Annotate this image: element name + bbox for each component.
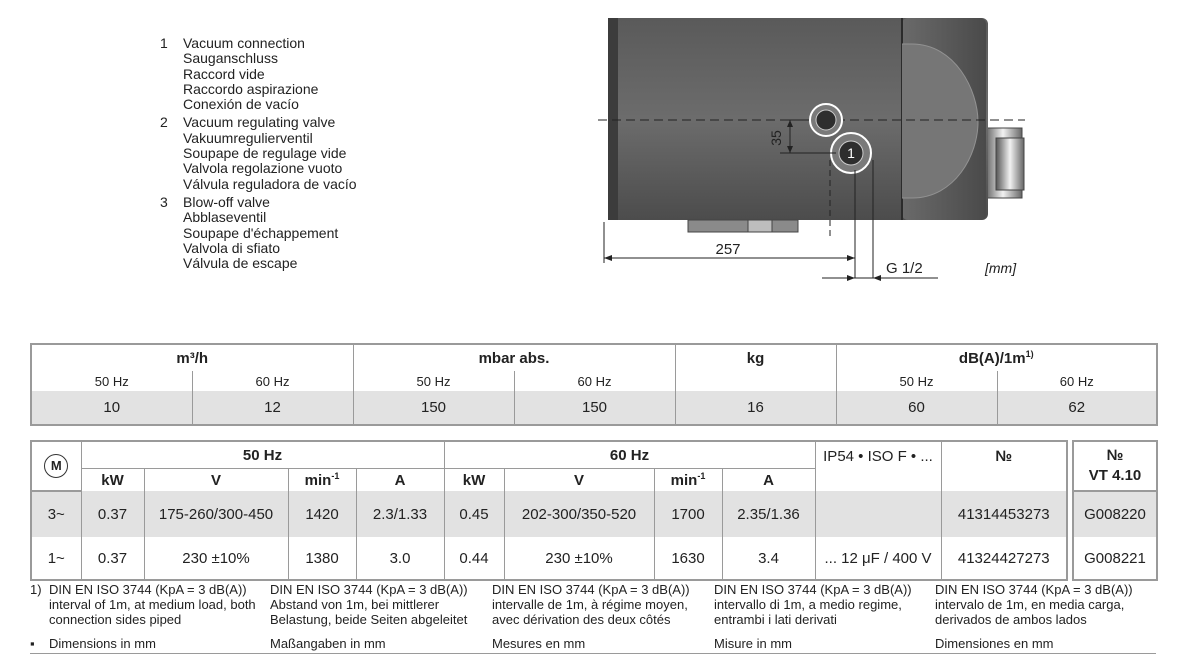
legend-number: 1 <box>160 35 168 51</box>
col-kw-60: kW <box>444 469 504 492</box>
legend-number: 2 <box>160 114 168 131</box>
thread-label: G 1/2 <box>886 260 923 277</box>
voltage-60-cell: 230 ±10% <box>504 537 654 580</box>
dimensions-fr: Mesures en mm <box>492 636 586 651</box>
unit-label: [mm] <box>985 260 1017 276</box>
dimensions-de: Maßangaben in mm <box>270 636 386 651</box>
col-kw-50: kW <box>81 469 144 492</box>
footnote-marker: 1) <box>30 582 42 597</box>
legend-text: Valvola regolazione vuoto <box>183 160 343 177</box>
rpm-60-cell: 1630 <box>654 537 722 580</box>
col-voltage-60: V <box>504 469 654 492</box>
legend-text: Raccord vide <box>183 65 265 82</box>
phase-cell: 3~ <box>31 491 81 537</box>
kw-60-cell: 0.44 <box>444 537 504 580</box>
footnote-fr: DIN EN ISO 3744 (KpA = 3 dB(A)) intervalle de 1m, à régime moyen, avec dérivation des deux côtés <box>492 582 690 627</box>
freq-label: 60 Hz <box>192 371 353 391</box>
footnote-ref: 1) <box>1025 349 1034 359</box>
legend-text: Soupape de regulage vide <box>183 145 347 162</box>
freq-label: 60 Hz <box>997 371 1157 391</box>
table-row <box>31 491 1157 537</box>
legend-text: Soupape d'échappement <box>183 224 339 241</box>
col-rpm-60: $\min^{-1}$ <box>654 469 722 492</box>
dimension-35-label: 35 <box>768 130 784 146</box>
dimensions-row <box>30 636 1156 654</box>
col-current-50: A <box>356 469 444 492</box>
capacitor-cell: ... 12 μF / 400 V <box>815 537 941 580</box>
freq-label: 50 Hz <box>94 373 129 389</box>
pressure-50hz-value: 150 <box>353 391 514 425</box>
noise-header: $dB(A)/1m^{1)}$ <box>836 344 1157 371</box>
legend-text: Raccordo aspirazione <box>183 80 319 97</box>
footnote-row <box>30 582 1156 627</box>
regulating-valve-port <box>810 104 842 136</box>
kw-50-cell: 0.37 <box>81 491 144 537</box>
footnotes <box>30 582 1156 654</box>
rpm-50-cell: 1420 <box>288 491 356 537</box>
legend-text: Vacuum regulating valve <box>183 114 336 131</box>
legend-text: Abblaseventil <box>183 209 267 226</box>
table-row <box>31 537 1157 580</box>
part-number-cell: 41314453273 <box>941 491 1067 537</box>
outlet-connector <box>984 128 1024 198</box>
current-60-cell: 2.35/1.36 <box>722 491 815 537</box>
legend-text: Vakuumregulierventil <box>183 129 313 146</box>
dimensions-it: Misure in mm <box>714 636 793 651</box>
footnote-de: DIN EN ISO 3744 (KpA = 3 dB(A)) Abstand von 1m, bei mittlerer Belastung, beide Seiten abgeleitet <box>270 582 468 627</box>
pump-foot <box>688 220 798 232</box>
legend-item-vacuum-regulating-valve <box>160 115 357 191</box>
voltage-60-cell: 202-300/350-520 <box>504 491 654 537</box>
current-60-cell: 3.4 <box>722 537 815 580</box>
footnote-es: DIN EN ISO 3744 (KpA = 3 dB(A)) intervalo de 1m, en media carga, derivados de ambos lados <box>935 582 1133 627</box>
part-number-header: № <box>941 441 1067 491</box>
dimensions-en: Dimensions in mm <box>49 636 156 651</box>
specs-table <box>30 343 1158 426</box>
dimension-257-label: 257 <box>715 241 741 258</box>
legend-item-blow-off-valve <box>160 195 357 271</box>
voltage-50-cell: 230 ±10% <box>144 537 288 580</box>
legend-text: Conexión de vacío <box>183 96 299 113</box>
noise-50hz-value: 60 <box>836 391 997 425</box>
document-number: VT 4.10 <box>1088 467 1142 484</box>
weight-value: 16 <box>675 391 836 425</box>
group-50hz: 50 Hz <box>81 441 444 469</box>
freq-label: 50 Hz <box>836 371 997 391</box>
part-number-cell: 41324427273 <box>941 537 1067 580</box>
pump-drawing <box>590 8 1050 298</box>
kw-60-cell: 0.45 <box>444 491 504 537</box>
document-number-header <box>1073 441 1157 491</box>
motor-symbol-cell <box>31 441 81 491</box>
bullet-icon: ▪ <box>30 636 35 651</box>
col-rpm-50: $\min^{-1}$ <box>288 469 356 492</box>
voltage-50-cell: 175-260/300-450 <box>144 491 288 537</box>
document-number-label: № <box>1106 447 1124 464</box>
kw-50-cell: 0.37 <box>81 537 144 580</box>
current-50-cell: 2.3/1.33 <box>356 491 444 537</box>
rpm-60-cell: 1700 <box>654 491 722 537</box>
code-cell: G008221 <box>1073 537 1157 580</box>
ip-rating-header: IP54 • ISO F • ... <box>815 441 941 491</box>
pressure-60hz-value: 150 <box>514 391 675 425</box>
flow-50hz-value: 10 <box>31 391 192 425</box>
noise-60hz-value: 62 <box>997 391 1157 425</box>
port-callout: 1 <box>847 145 855 161</box>
freq-label: 60 Hz <box>514 371 675 391</box>
legend-text: Vacuum connection <box>183 35 305 51</box>
legend-item-vacuum-connection <box>160 36 357 112</box>
legend-text: Sauganschluss <box>183 50 278 67</box>
capacitor-cell <box>815 491 941 537</box>
legend <box>160 36 357 274</box>
phase-cell: 1~ <box>31 537 81 580</box>
code-cell: G008220 <box>1073 491 1157 537</box>
legend-text: Válvula reguladora de vacío <box>183 175 357 192</box>
weight-header: kg <box>675 344 836 371</box>
freq-label: 50 Hz <box>353 371 514 391</box>
legend-number: 3 <box>160 193 168 210</box>
current-50-cell: 3.0 <box>356 537 444 580</box>
legend-text: Blow-off valve <box>183 193 270 210</box>
footnote-en: DIN EN ISO 3744 (KpA = 3 dB(A)) interval of 1m, at medium load, both connection sides piped <box>49 582 256 627</box>
col-current-60: A <box>722 469 815 492</box>
footnote-it: DIN EN ISO 3744 (KpA = 3 dB(A)) intervallo di 1m, a medio regime, entrambi i lati derivati <box>714 582 912 627</box>
col-voltage-50: V <box>144 469 288 492</box>
rpm-50-cell: 1380 <box>288 537 356 580</box>
motor-symbol-icon: M <box>44 454 68 478</box>
motor-table <box>30 440 1158 581</box>
pump-end-cap <box>608 18 618 220</box>
flow-60hz-value: 12 <box>192 391 353 425</box>
legend-text: Válvula de escape <box>183 255 298 272</box>
legend-text: Valvola di sfiato <box>183 239 281 256</box>
dimensions-es: Dimensiones en mm <box>935 636 1054 651</box>
group-60hz: 60 Hz <box>444 441 815 469</box>
pressure-header: mbar abs. <box>353 344 675 371</box>
flow-header: m³/h <box>176 349 209 367</box>
